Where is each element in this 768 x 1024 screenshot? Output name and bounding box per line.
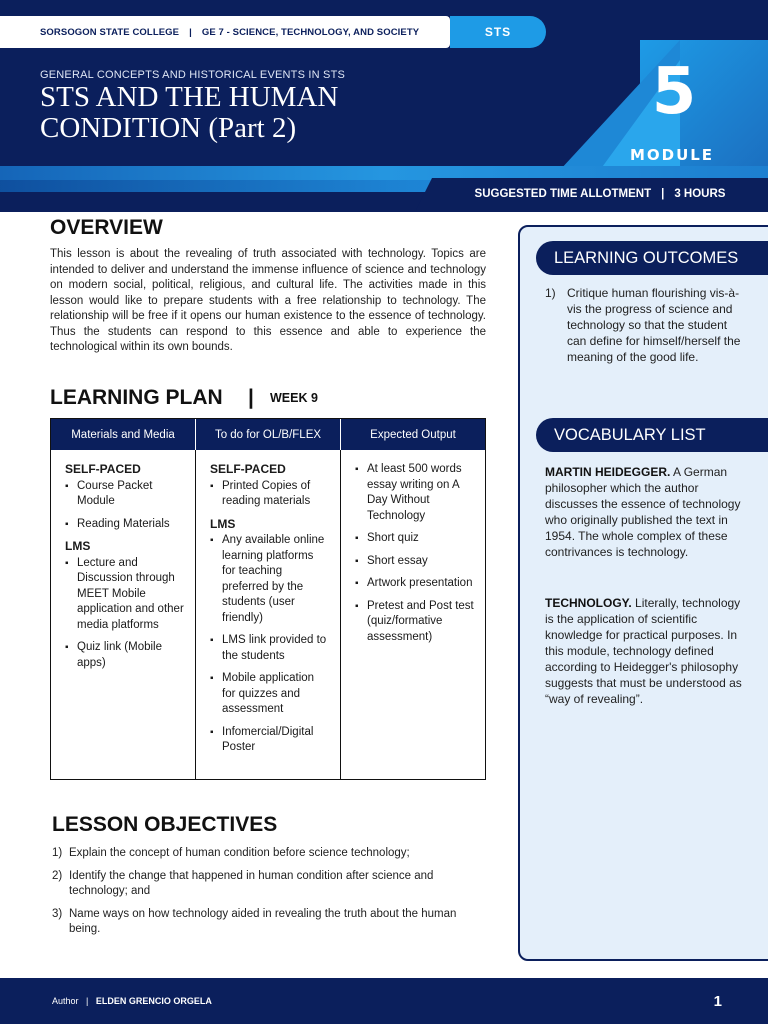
column-header-output: Expected Output xyxy=(370,428,456,441)
footer xyxy=(0,978,768,1024)
list-item: ▪ Short essay xyxy=(355,554,475,570)
list-item: ▪ Mobile application for quizzes and assessment xyxy=(210,671,330,718)
page-number: 1 xyxy=(713,992,722,1010)
lesson-objectives-heading: LESSON OBJECTIVES xyxy=(52,813,278,836)
group-label-self-paced: SELF-PACED xyxy=(65,462,141,476)
course-bar xyxy=(0,16,450,48)
item-number: 2) xyxy=(52,869,63,882)
list-item: ▪ Pretest and Post test (quiz/formative assessment) xyxy=(355,599,475,646)
list-item: ▪ Lecture and Discussion through MEET Mobile application and other media platforms xyxy=(65,556,185,634)
separator: | xyxy=(189,26,192,38)
list-item: ▪ Infomercial/Digital Poster xyxy=(210,725,330,756)
vocabulary-entry xyxy=(545,464,745,560)
learning-plan-table xyxy=(50,418,486,780)
todo-lms-list xyxy=(210,533,330,756)
author-line xyxy=(52,996,212,1006)
overview-heading: OVERVIEW xyxy=(50,216,163,239)
separator: | xyxy=(661,188,665,200)
item-number: 1) xyxy=(52,847,63,859)
author-name: ELDEN GRENCIO ORGELA xyxy=(95,996,212,1006)
vocabulary-term: MARTIN HEIDEGGER. xyxy=(545,465,671,479)
vocabulary-definition: Literally, technology is the application of scientific knowledge for practical purposes. In this module, technology defined according to Heidegger's philosophy suggests that must be understood as “way of revealing”. xyxy=(545,596,742,706)
course-name: GE 7 - SCIENCE, TECHNOLOGY, AND SOCIETY xyxy=(201,26,420,38)
author-label: Author xyxy=(52,996,79,1006)
module-title: STS AND THE HUMAN CONDITION (Part 2) xyxy=(40,81,339,144)
learning-plan-heading: LEARNING PLAN xyxy=(50,386,223,409)
materials-lms-list xyxy=(65,556,185,672)
item-text: Explain the concept of human condition before science technology; xyxy=(69,847,410,859)
column-header-todo: To do for OL/B/FLEX xyxy=(196,419,341,450)
item-text: Critique human flourishing vis-à-vis the progress of science and technology so that the student can define for himself/herself the meaning of the good life. xyxy=(567,286,741,364)
list-item xyxy=(52,846,482,862)
output-list xyxy=(355,462,475,645)
vocabulary-definition: A German philosopher which the author discusses the essence of technology who originally published the text in 1954. The whole complex of these contrivances is technology. xyxy=(545,465,741,559)
list-item: ▪ Reading Materials xyxy=(65,517,185,533)
item-number: 3) xyxy=(52,907,63,920)
separator: | xyxy=(86,996,89,1006)
todo-column xyxy=(196,450,341,779)
learning-outcomes-heading: LEARNING OUTCOMES xyxy=(536,241,768,275)
group-label-lms: LMS xyxy=(65,539,91,553)
todo-self-paced-list xyxy=(210,479,330,510)
vocabulary-term: TECHNOLOGY. xyxy=(545,596,632,610)
output-column xyxy=(341,450,485,779)
table-body xyxy=(51,450,485,779)
module-number: 5 xyxy=(651,55,697,129)
module-label: MODULE xyxy=(629,146,715,164)
lesson-objectives-list xyxy=(52,846,482,945)
list-item xyxy=(52,869,482,900)
sts-tab: STS xyxy=(450,16,546,48)
list-item: ▪ LMS link provided to the students xyxy=(210,633,330,664)
learning-outcome-item xyxy=(545,285,745,365)
table-header xyxy=(51,419,485,450)
group-label-lms: LMS xyxy=(210,516,236,531)
list-item: ▪ Short quiz xyxy=(355,531,475,547)
vocabulary-entry xyxy=(545,595,745,707)
institution-name: SORSOGON STATE COLLEGE xyxy=(40,26,180,38)
item-text: Name ways on how technology aided in revealing the truth about the human being. xyxy=(69,907,457,935)
group-label-self-paced: SELF-PACED xyxy=(210,462,286,476)
learning-plan-week: WEEK 9 xyxy=(270,391,318,405)
list-item: ▪ Printed Copies of reading materials xyxy=(210,479,330,510)
materials-column xyxy=(51,450,196,779)
item-number: 1) xyxy=(545,286,556,300)
list-item: ▪ Artwork presentation xyxy=(355,576,475,592)
list-item: ▪ Course Packet Module xyxy=(65,479,185,510)
column-header-materials: Materials and Media xyxy=(51,419,196,450)
item-text: Identify the change that happened in human condition after science and technology; and xyxy=(69,869,434,897)
separator: | xyxy=(248,386,254,409)
time-allotment-value: 3 HOURS xyxy=(674,188,726,200)
time-allotment-bar xyxy=(432,178,768,210)
module-subtitle: GENERAL CONCEPTS AND HISTORICAL EVENTS IN STS xyxy=(40,69,346,81)
list-item xyxy=(52,907,482,938)
list-item: ▪ Any available online learning platforms for teaching preferred by the students (user friendly) xyxy=(210,533,330,626)
vocabulary-list-heading: VOCABULARY LIST xyxy=(536,418,768,452)
time-allotment-label: SUGGESTED TIME ALLOTMENT xyxy=(474,188,652,200)
list-item: ▪ Quiz link (Mobile apps) xyxy=(65,640,185,671)
overview-text: This lesson is about the revealing of truth associated with technology. Topics are intended to deliver and understand the immense influence of science and technology on modern social, political, religious, and cultural life. The activities made in this lesson would like to prepare students with a free relationship to technology. The relationship will be free if it opens our human existence to the essence of technology. Thus the students can respond to this essence and able to experience the technological within its own bounds. xyxy=(50,248,486,353)
materials-self-paced-list xyxy=(65,479,185,533)
list-item: ▪ At least 500 words essay writing on A Day Without Technology xyxy=(355,462,475,524)
